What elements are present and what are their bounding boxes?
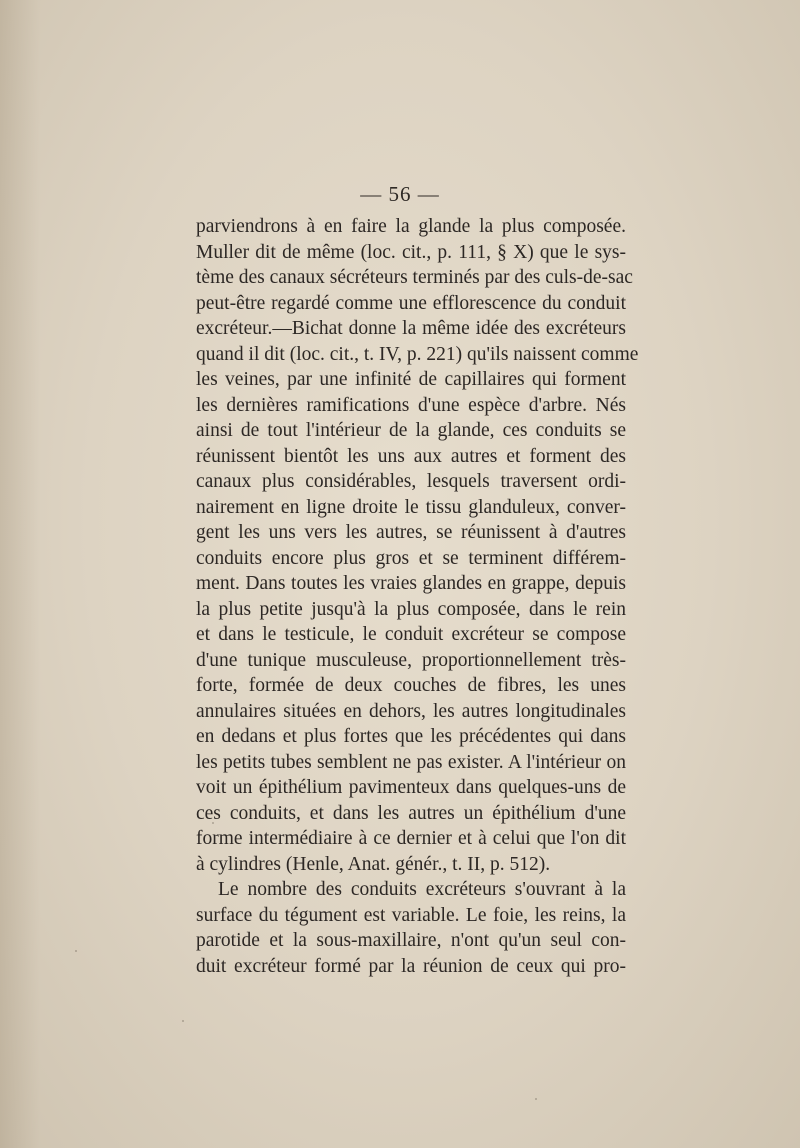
text-line: à cylindres (Henle, Anat. génér., t. II, p. 512). [196,853,551,875]
text-line: ment. Dans toutes les vraies glandes en grappe, depuis [196,573,626,594]
text-line: les petits tubes semblent ne pas exister. A l'intérieur on [196,751,626,773]
text-line: ces conduits, et dans les autres un épithélium d'une [196,802,626,824]
text-line: d'une tunique musculeuse, proportionnellement très- [196,649,626,671]
text-line: conduits encore plus gros et se terminent différem- [196,547,626,569]
page-number: — 56 — [360,182,440,206]
text-line: tème des canaux sécréteurs terminés par des culs-de-sac [196,267,633,288]
text-line: Muller dit de même (loc. cit., p. 111, § X) que le sys- [196,241,626,263]
text-line: peut-être regardé comme une efflorescence du conduit [196,292,626,314]
text-line: les veines, par une infinité de capillaires qui forment [196,369,626,390]
text-line: réunissent bientôt les uns aux autres et forment des [196,445,626,467]
text-line: canaux plus considérables, lesquels traversent ordi- [196,471,626,492]
text-line: gent les uns vers les autres, se réunissent à d'autres [196,522,626,543]
text-line: la plus petite jusqu'à la plus composée, dans le rein [196,598,626,620]
text-line: les dernières ramifications d'une espèce d'arbre. Nés [196,394,626,416]
text-line: et dans le testicule, le conduit excréteur se compose [196,624,626,645]
text-line: parotide et la sous-maxillaire, n'ont qu'un seul con- [196,930,626,951]
paper-speck [535,1098,537,1100]
text-line: duit excréteur formé par la réunion de ceux qui pro- [196,955,626,977]
body-text [196,214,639,979]
text-line: ainsi de tout l'intérieur de la glande, ces conduits se [196,420,626,441]
paper-speck [182,1020,184,1022]
text-line: excréteur.—Bichat donne la même idée des excréteurs [196,318,626,339]
text-line: quand il dit (loc. cit., t. IV, p. 221) qu'ils naissent comme [196,343,639,365]
text-line: nairement en ligne droite le tissu glanduleux, conver- [196,496,626,518]
paper-speck [212,822,214,824]
text-line: voit un épithélium pavimenteux dans quelques-uns de [196,777,626,798]
text-line: en dedans et plus fortes que les précédentes qui dans [196,726,626,747]
text-line: forme intermédiaire à ce dernier et à celui que l'on dit [196,828,626,849]
paper-speck [75,950,77,952]
text-line: annulaires situées en dehors, les autres longitudinales [196,700,626,722]
text-line: parviendrons à en faire la glande la plus composée. [196,216,626,237]
text-line: Le nombre des conduits excréteurs s'ouvrant à la [218,879,626,900]
text-line: surface du tégument est variable. Le foie, les reins, la [196,904,626,926]
text-line: forte, formée de deux couches de fibres, les unes [196,675,626,696]
